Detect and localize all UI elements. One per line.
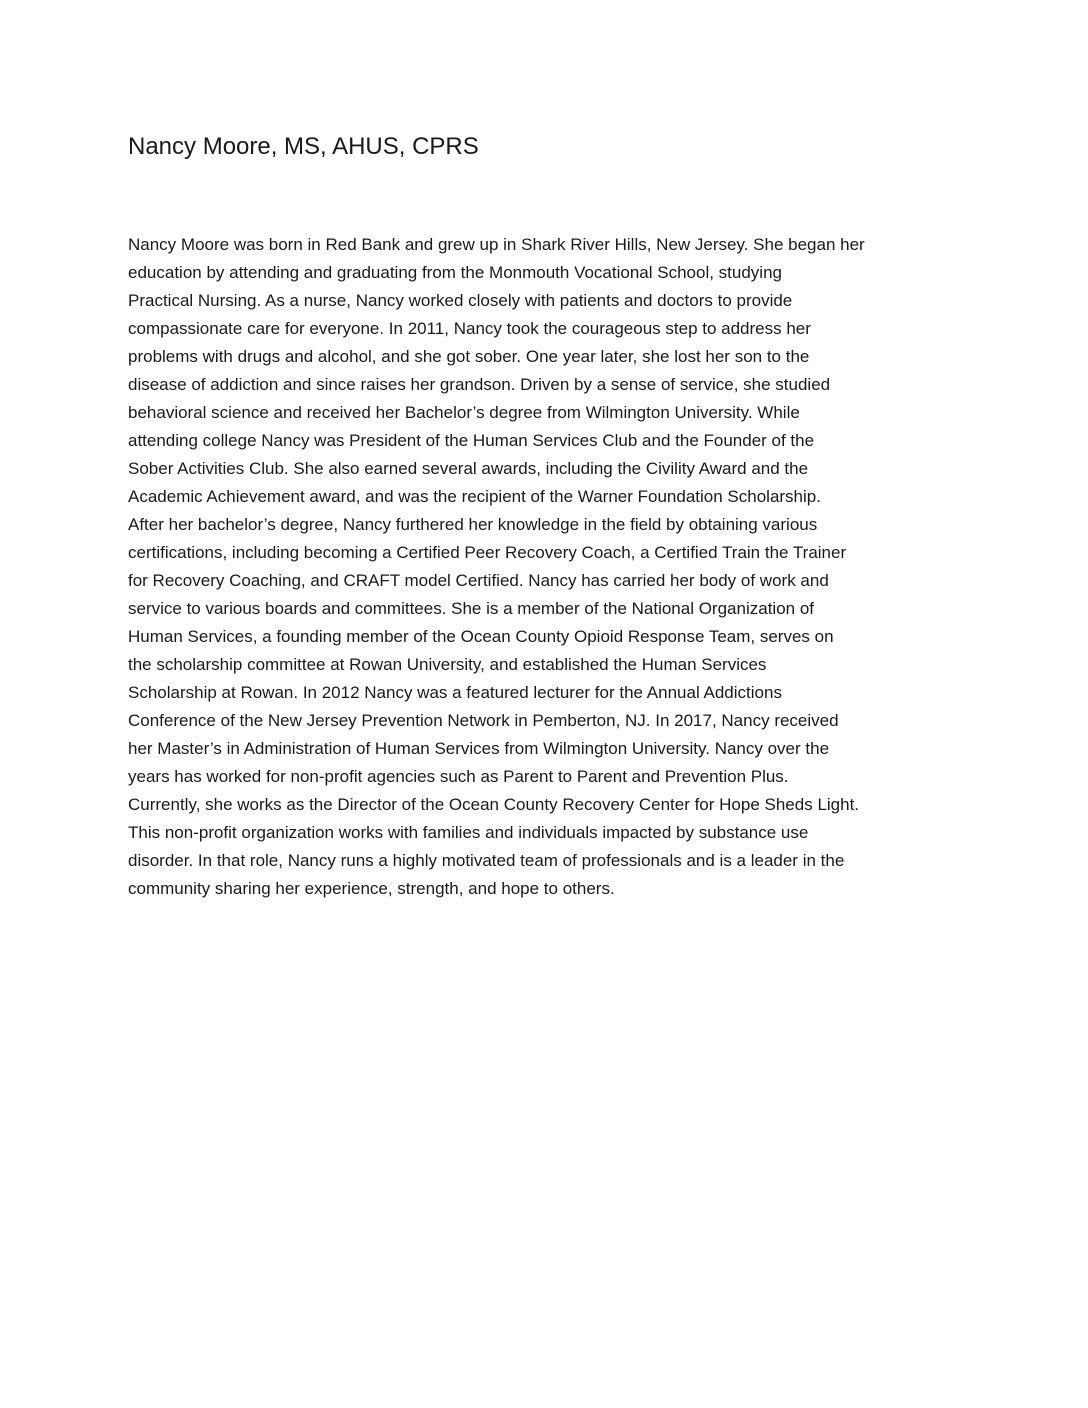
paragraph-line: This non-profit organization works with families and individuals impacted by substance use: [128, 823, 809, 842]
paragraph-line: behavioral science and received her Bachelor’s degree from Wilmington University. While: [128, 403, 800, 422]
paragraph-line: disorder. In that role, Nancy runs a highly motivated team of professionals and is a leader in the: [128, 851, 845, 870]
paragraph-line: Scholarship at Rowan. In 2012 Nancy was a featured lecturer for the Annual Addictions: [128, 683, 782, 702]
paragraph-line: After her bachelor’s degree, Nancy furthered her knowledge in the field by obtaining various: [128, 515, 818, 534]
paragraph-line: education by attending and graduating from the Monmouth Vocational School, studying: [128, 263, 782, 282]
paragraph-line: service to various boards and committees. She is a member of the National Organization of: [128, 599, 815, 618]
paragraph-line: Conference of the New Jersey Prevention Network in Pemberton, NJ. In 2017, Nancy received: [128, 711, 839, 730]
paragraph-line: problems with drugs and alcohol, and she got sober. One year later, she lost her son to the: [128, 347, 810, 366]
paragraph-line: Currently, she works as the Director of the Ocean County Recovery Center for Hope Sheds Light.: [128, 795, 860, 814]
paragraph-line: Academic Achievement award, and was the recipient of the Warner Foundation Scholarship.: [128, 487, 821, 506]
paragraph-line: Practical Nursing. As a nurse, Nancy worked closely with patients and doctors to provide: [128, 291, 793, 310]
paragraph-line: certifications, including becoming a Certified Peer Recovery Coach, a Certified Train the Trainer: [128, 543, 847, 562]
paragraph-line: Nancy Moore was born in Red Bank and grew up in Shark River Hills, New Jersey. She began her: [128, 235, 865, 254]
paragraph-line: Sober Activities Club. She also earned several awards, including the Civility Award and the: [128, 459, 809, 478]
biography-paragraph: [128, 231, 988, 903]
paragraph-line: attending college Nancy was President of the Human Services Club and the Founder of the: [128, 431, 815, 450]
paragraph-line: the scholarship committee at Rowan University, and established the Human Services: [128, 655, 767, 674]
paragraph-line: disease of addiction and since raises her grandson. Driven by a sense of service, she studied: [128, 375, 831, 394]
paragraph-line: compassionate care for everyone. In 2011, Nancy took the courageous step to address her: [128, 319, 811, 338]
paragraph-line: years has worked for non-profit agencies such as Parent to Parent and Prevention Plus.: [128, 767, 789, 786]
paragraph-line: community sharing her experience, strength, and hope to others.: [128, 879, 615, 898]
paragraph-line: Human Services, a founding member of the Ocean County Opioid Response Team, serves on: [128, 627, 834, 646]
page-title: Nancy Moore, MS, AHUS, CPRS: [128, 133, 479, 160]
paragraph-line: her Master’s in Administration of Human Services from Wilmington University. Nancy over the: [128, 739, 830, 758]
paragraph-line: for Recovery Coaching, and CRAFT model Certified. Nancy has carried her body of work and: [128, 571, 829, 590]
